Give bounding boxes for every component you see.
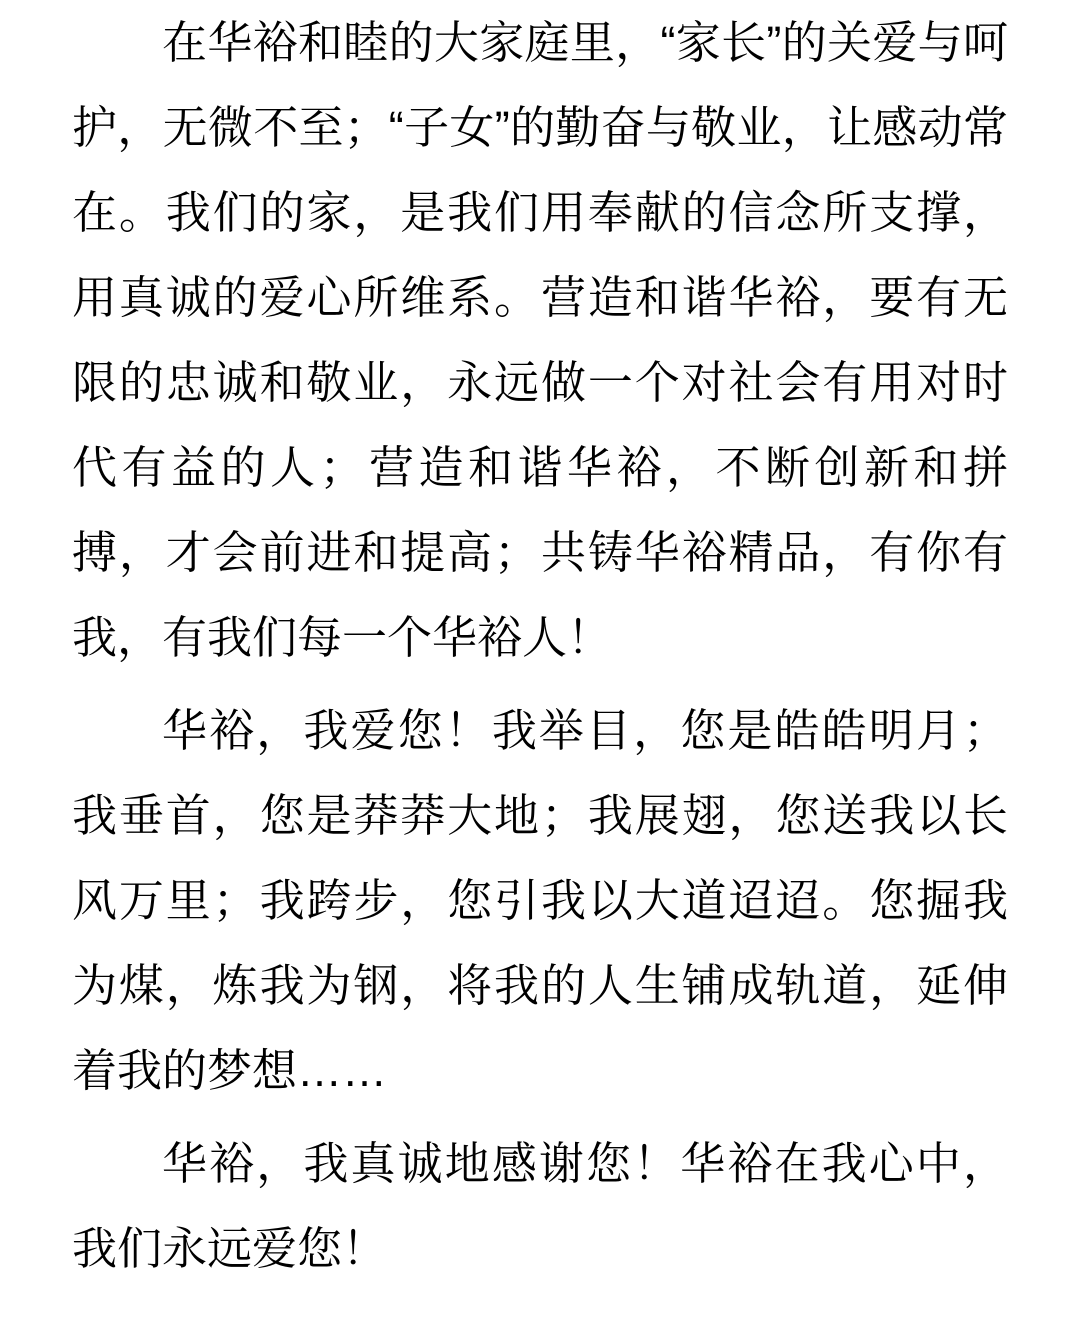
paragraph-2: 华裕，我爱您！我举目，您是皓皓明月；我垂首，您是莽莽大地；我展翅，您送我以长风万里；我跨步，您引我以大道迢迢。您掘我为煤，炼我为钢，将我的人生铺成轨道，延伸着我的梦想…… — [72, 705, 1008, 1096]
paragraph-1: 在华裕和睦的大家庭里，“家长”的关爱与呵护，无微不至；“子女”的勤奋与敬业，让感动常在。我们的家，是我们用奉献的信念所支撑，用真诚的爱心所维系。营造和谐华裕，要有无限的忠诚和敬业，永远做一个对社会有用对时代有益的人；营造和谐华裕，不断创新和拼搏，才会前进和提高；共铸华裕精品，有你有我，有我们每一个华裕人！ — [72, 17, 1008, 663]
paragraph-3: 华裕，我真诚地感谢您！华裕在我心中，我们永远爱您！ — [72, 1138, 1008, 1274]
